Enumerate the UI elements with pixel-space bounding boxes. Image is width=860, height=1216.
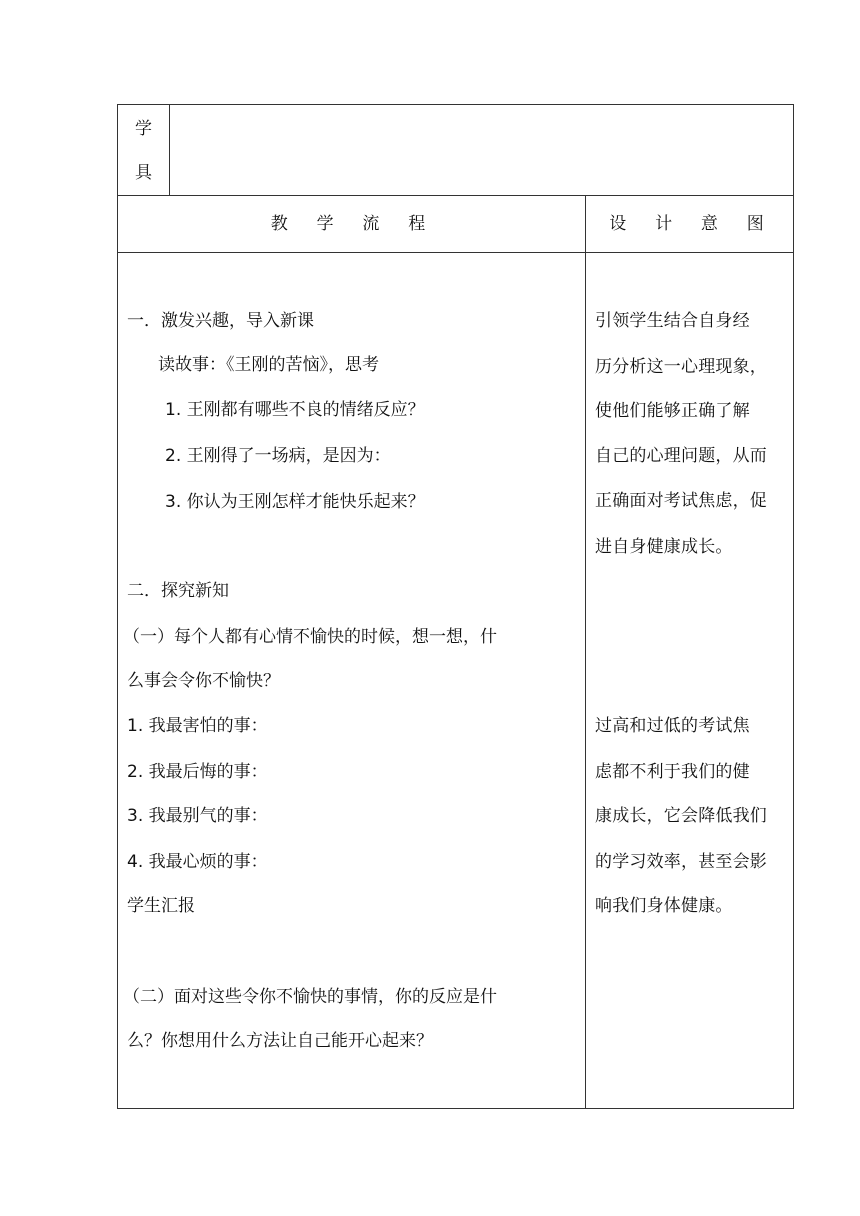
section1-title: 一．激发兴趣，导入新课: [127, 311, 314, 331]
column-header-process: 教 学 流 程: [270, 214, 432, 234]
intent-2-line-1: 过高和过低的考试焦: [595, 716, 750, 736]
intent-1-line-6: 进自身健康成长。: [595, 537, 733, 557]
intent-2-line-4: 的学习效率，甚至会影: [595, 852, 767, 872]
intent-1-line-5: 正确面对考试焦虑，促: [595, 491, 767, 511]
table-right-border: [793, 104, 794, 1109]
intent-1-line-4: 自己的心理问题，从而: [595, 446, 767, 466]
column-header-intent: 设 计 意 图: [609, 214, 770, 234]
table-left-border: [117, 104, 118, 1109]
column-header-bottom-border: [117, 252, 794, 253]
list-item-4: 4. 我最心烦的事：: [127, 852, 268, 872]
section1-intro: 读故事：《王刚的苦恼》，思考: [158, 355, 379, 375]
list-item-1: 1. 我最害怕的事：: [127, 716, 268, 736]
intent-1-line-2: 历分析这一心理现象，: [595, 357, 767, 377]
intent-1-line-1: 引领学生结合自身经: [595, 311, 750, 331]
header-label-line1: 学: [135, 119, 152, 139]
intent-2-line-5: 响我们身体健康。: [595, 896, 733, 916]
student-report: 学生汇报: [127, 896, 195, 916]
column-divider: [585, 195, 586, 1109]
header-row-bottom-border: [117, 195, 794, 196]
section2-title: 二．探究新知: [127, 581, 229, 601]
part1-line2: 么事会令你不愉快？: [127, 671, 280, 691]
list-item-2: 2. 我最后悔的事：: [127, 762, 268, 782]
part2-line1: （二）面对这些令你不愉快的事情，你的反应是什: [123, 987, 497, 1007]
intent-1-line-3: 使他们能够正确了解: [595, 401, 750, 421]
intent-2-line-3: 康成长，它会降低我们: [595, 806, 767, 826]
table-top-border: [117, 104, 794, 105]
question-1: 1. 王刚都有哪些不良的情绪反应？: [165, 400, 425, 420]
part1-line1: （一）每个人都有心情不愉快的时候，想一想，什: [123, 627, 497, 647]
table-bottom-border: [117, 1108, 794, 1109]
label-cell-divider: [169, 104, 170, 196]
header-label-line2: 具: [135, 163, 152, 183]
question-3: 3. 你认为王刚怎样才能快乐起来？: [165, 492, 425, 512]
intent-2-line-2: 虑都不利于我们的健: [595, 762, 750, 782]
question-2: 2. 王刚得了一场病，是因为：: [165, 446, 391, 466]
list-item-3: 3. 我最别气的事：: [127, 806, 268, 826]
part2-line2: 么？你想用什么方法让自己能开心起来？: [127, 1031, 433, 1051]
